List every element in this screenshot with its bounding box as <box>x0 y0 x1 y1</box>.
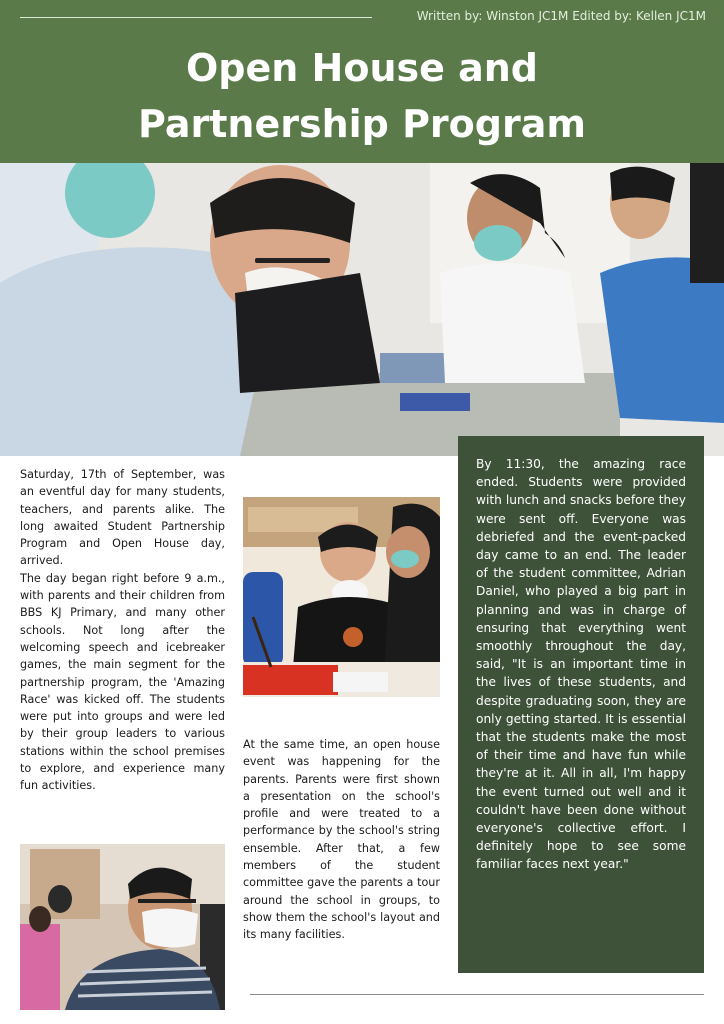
calligraphy-photo <box>243 497 440 697</box>
paragraph: The day began right before 9 a.m., with parents and their children from BBS KJ Primary, and many other schools. Not long after the welcoming speech and icebreaker games, the main segment for the partnership program, the 'Amazing Race' was kicked off. The students were put into groups and were led by their group leaders to various stations within the school premises to explore, and experience many fun activities. <box>20 571 225 793</box>
sidebar-text: By 11:30, the amazing race ended. Students were provided with lunch and snacks before they were sent off. Everyone was debriefed and the event-packed day came to an end. The leader of the student committee, Adrian Daniel, who played a big part in planning and was in charge of ensuring that everything went smoothly throughout the day, said, "It is an important time in the lives of these students, and despite graduating soon, they are only getting started. It is essential that the students make the most of their time and have fun while they're at it. All in all, I'm happy the event turned out well and it couldn't have been done without everyone's collective effort. I definitely hope to see some familiar faces next year." <box>476 457 686 872</box>
footer-divider <box>250 994 704 995</box>
calligraphy-photo-illustration <box>243 497 440 697</box>
author-credit: Written by: Winston JC1M Edited by: Kellen JC1M <box>416 9 706 23</box>
paragraph: At the same time, an open house event was happening for the parents. Parents were first shown a presentation on the school's profile and were treated to a performance by the school's string ensemble. After that, a few members of the student committee gave the parents a tour around the school in groups, to show them the school's layout and its many facilities. <box>243 738 440 942</box>
parent-photo-illustration <box>20 844 225 1010</box>
article-column-2 <box>243 736 440 944</box>
title-line-2: Partnership Program <box>138 102 586 146</box>
header-banner <box>0 0 724 163</box>
parent-photo <box>20 844 225 1010</box>
hero-photo-illustration <box>0 163 724 456</box>
hero-photo <box>0 163 724 456</box>
article-column-1 <box>20 466 225 795</box>
quote-sidebar <box>458 436 704 973</box>
paragraph: Saturday, 17th of September, was an eventful day for many students, teachers, and parents alike. The long awaited Student Partnership Program and Open House day, arrived. <box>20 468 225 568</box>
header-divider <box>20 17 372 18</box>
title-line-1: Open House and <box>185 46 539 90</box>
article-title <box>0 40 724 152</box>
